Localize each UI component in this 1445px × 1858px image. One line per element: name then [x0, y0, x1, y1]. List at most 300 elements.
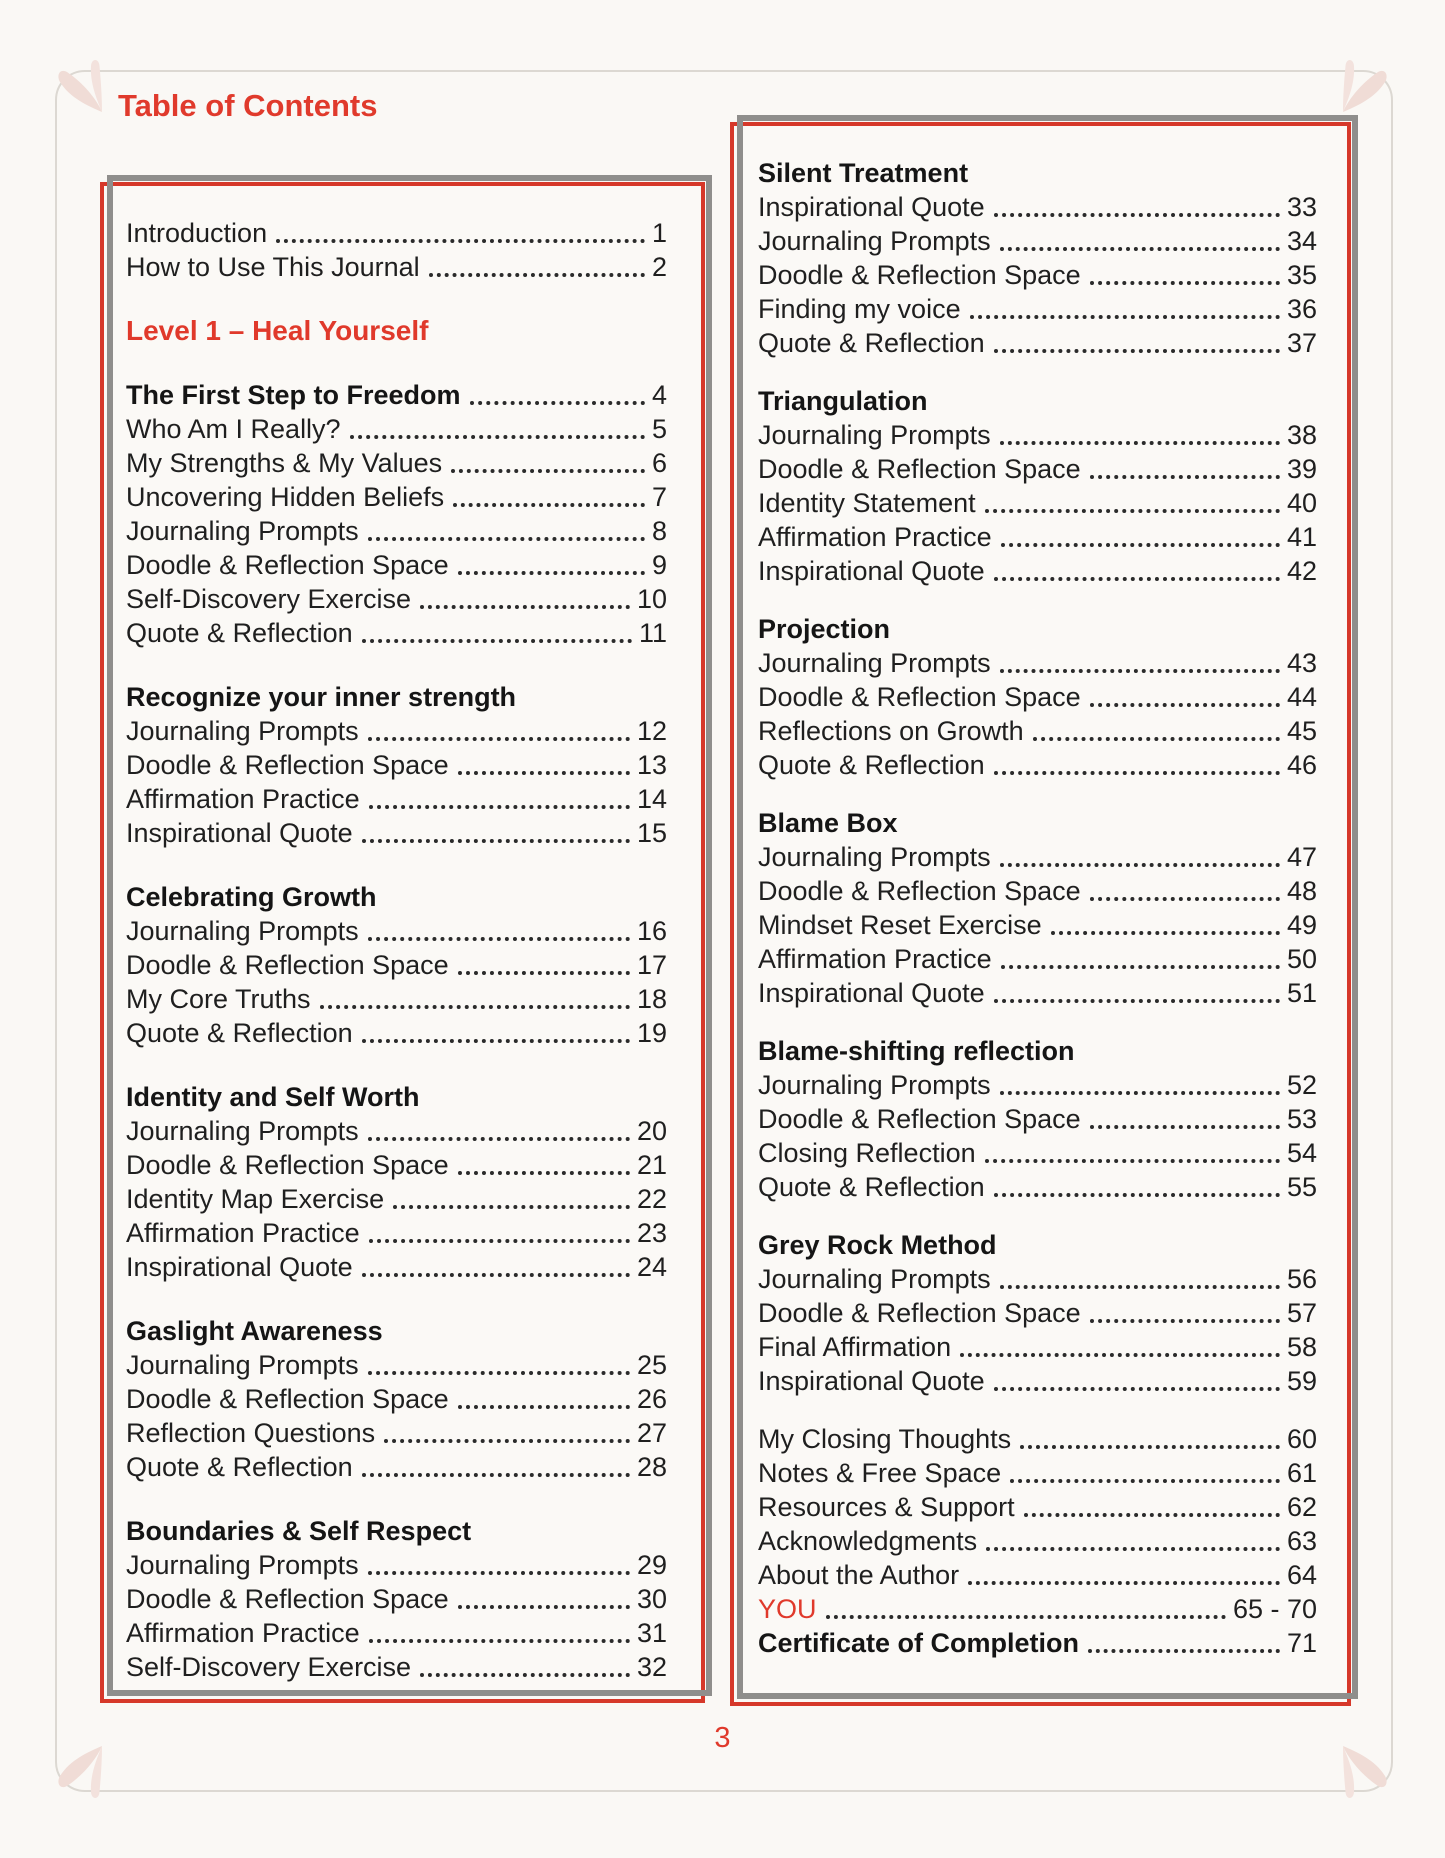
toc-entry-row: [758, 942, 1317, 976]
toc-leader-dots: [970, 315, 1280, 319]
toc-entry-page: 9: [651, 550, 667, 580]
toc-entry-row: [126, 816, 667, 850]
toc-leader-dots: [1000, 441, 1280, 445]
toc-entry-label: Affirmation Practice: [126, 1618, 360, 1648]
toc-entry-page: 15: [636, 818, 667, 848]
toc-entry-row: [126, 1250, 667, 1284]
toc-section-heading-row: [758, 156, 1317, 190]
toc-entry-row: [126, 1182, 667, 1216]
toc-entry-label: Doodle & Reflection Space: [126, 550, 449, 580]
toc-entry-page: 36: [1286, 294, 1317, 324]
toc-entry-row: [126, 548, 667, 582]
toc-block: [758, 806, 1317, 1010]
toc-leader-dots: [968, 1581, 1280, 1585]
toc-entry-row: [758, 1592, 1317, 1626]
toc-entry-label: Journaling Prompts: [126, 516, 359, 546]
toc-entry-row: [758, 1136, 1317, 1170]
corner-flourish-icon: [44, 54, 106, 116]
toc-leader-dots: [1090, 897, 1280, 901]
toc-entry-page: 17: [636, 950, 667, 980]
toc-entry-row: [758, 1364, 1317, 1398]
toc-entry-row: [126, 1650, 667, 1684]
toc-entry-page: 51: [1286, 978, 1317, 1008]
toc-entry-label: YOU: [758, 1594, 817, 1624]
toc-entry-row: [126, 782, 667, 816]
toc-entry-label: Doodle & Reflection Space: [758, 682, 1081, 712]
toc-leader-dots: [368, 537, 645, 541]
toc-entry-page: 30: [636, 1584, 667, 1614]
toc-entry-row: [758, 646, 1317, 680]
toc-entry-label: Identity Statement: [758, 488, 976, 518]
toc-entry-row: [758, 1524, 1317, 1558]
toc-entry-label: Celebrating Growth: [126, 882, 377, 912]
toc-leader-dots: [1088, 1649, 1280, 1653]
toc-left-box: [100, 182, 705, 1703]
toc-block: [126, 216, 667, 284]
toc-entry-page: 55: [1286, 1172, 1317, 1202]
toc-entry-row: [758, 840, 1317, 874]
toc-entry-label: Doodle & Reflection Space: [758, 876, 1081, 906]
toc-entry-label: Inspirational Quote: [758, 192, 985, 222]
toc-entry-label: Doodle & Reflection Space: [126, 1584, 449, 1614]
toc-entry-label: The First Step to Freedom: [126, 380, 461, 410]
toc-entry-label: Inspirational Quote: [126, 818, 353, 848]
toc-leader-dots: [1000, 1285, 1280, 1289]
toc-entry-label: Journaling Prompts: [126, 716, 359, 746]
toc-entry-page: 10: [636, 584, 667, 614]
toc-entry-row: [758, 748, 1317, 782]
toc-entry-page: 39: [1286, 454, 1317, 484]
toc-entry-label: Quote & Reflection: [758, 328, 985, 358]
toc-entry-label: Doodle & Reflection Space: [126, 1384, 449, 1414]
toc-entry-label: Doodle & Reflection Space: [126, 1150, 449, 1180]
toc-entry-label: Journaling Prompts: [126, 1550, 359, 1580]
toc-entry-page: 65 - 70: [1232, 1594, 1317, 1624]
toc-leader-dots: [1033, 737, 1280, 741]
toc-entry-label: Notes & Free Space: [758, 1458, 1002, 1488]
toc-entry-page: 25: [636, 1350, 667, 1380]
toc-entry-page: 47: [1286, 842, 1317, 872]
toc-entry-row: [126, 1148, 667, 1182]
toc-leader-dots: [368, 737, 630, 741]
corner-flourish-icon: [1339, 54, 1401, 116]
toc-leader-dots: [986, 1547, 1280, 1551]
toc-leader-dots: [350, 435, 645, 439]
toc-leader-dots: [1001, 543, 1280, 547]
toc-leader-dots: [1010, 1479, 1280, 1483]
toc-leader-dots: [1001, 965, 1280, 969]
toc-entry-page: 62: [1286, 1492, 1317, 1522]
toc-entry-page: 56: [1286, 1264, 1317, 1294]
toc-leader-dots: [994, 577, 1280, 581]
toc-leader-dots: [451, 469, 645, 473]
toc-entry-label: Certificate of Completion: [758, 1628, 1080, 1658]
toc-leader-dots: [1000, 669, 1280, 673]
toc-entry-page: 42: [1286, 556, 1317, 586]
toc-entry-row: [126, 514, 667, 548]
toc-section-heading-row: [126, 880, 667, 914]
toc-block: [758, 1422, 1317, 1660]
toc-entry-label: Self-Discovery Exercise: [126, 584, 412, 614]
toc-block: [126, 378, 667, 650]
toc-entry-page: 37: [1286, 328, 1317, 358]
toc-entry-label: Quote & Reflection: [758, 750, 985, 780]
toc-entry-page: 59: [1286, 1366, 1317, 1396]
toc-entry-page: 8: [651, 516, 667, 546]
toc-leader-dots: [994, 213, 1280, 217]
toc-leader-dots: [994, 771, 1280, 775]
toc-entry-page: 48: [1286, 876, 1317, 906]
toc-section-heading-row: [758, 384, 1317, 418]
toc-entry-label: Doodle & Reflection Space: [758, 454, 1081, 484]
toc-leader-dots: [1000, 247, 1280, 251]
toc-entry-label: Affirmation Practice: [126, 784, 360, 814]
toc-entry-row: [126, 1450, 667, 1484]
toc-entry-page: 2: [651, 252, 667, 282]
toc-entry-page: 60: [1286, 1424, 1317, 1454]
toc-entry-row: [126, 1216, 667, 1250]
toc-leader-dots: [453, 503, 645, 507]
toc-entry-label: Quote & Reflection: [126, 1018, 353, 1048]
toc-block: [126, 1314, 667, 1484]
toc-entry-row: [126, 446, 667, 480]
toc-entry-row: [758, 554, 1317, 588]
toc-entry-row: [758, 1422, 1317, 1456]
toc-entry-page: 13: [636, 750, 667, 780]
toc-leader-dots: [320, 1005, 630, 1009]
toc-leader-dots: [994, 1193, 1280, 1197]
toc-entry-row: [758, 1626, 1317, 1660]
toc-entry-page: 5: [651, 414, 667, 444]
toc-block: [758, 384, 1317, 588]
toc-entry-label: Affirmation Practice: [758, 944, 992, 974]
toc-entry-label: Blame Box: [758, 808, 898, 838]
toc-entry-label: Introduction: [126, 218, 268, 248]
toc-entry-page: 19: [636, 1018, 667, 1048]
toc-block: [126, 1514, 667, 1684]
toc-entry-page: 18: [636, 984, 667, 1014]
toc-entry-page: 28: [636, 1452, 667, 1482]
toc-entry-page: 20: [636, 1116, 667, 1146]
toc-entry-label: Journaling Prompts: [758, 842, 991, 872]
toc-entry-page: 64: [1286, 1560, 1317, 1590]
toc-entry-row: [126, 480, 667, 514]
toc-entry-label: Journaling Prompts: [758, 420, 991, 450]
toc-entry-row: [758, 258, 1317, 292]
toc-entry-row: [758, 874, 1317, 908]
toc-entry-label: My Strengths & My Values: [126, 448, 443, 478]
toc-entry-label: Mindset Reset Exercise: [758, 910, 1042, 940]
toc-entry-page: 45: [1286, 716, 1317, 746]
toc-entry-row: [758, 680, 1317, 714]
toc-entry-page: 32: [636, 1652, 667, 1682]
toc-entry-label: Quote & Reflection: [126, 1452, 353, 1482]
toc-entry-page: 31: [636, 1618, 667, 1648]
toc-leader-dots: [994, 349, 1280, 353]
toc-entry-label: Journaling Prompts: [126, 1116, 359, 1146]
toc-leader-dots: [458, 1405, 630, 1409]
toc-entry-row: [758, 976, 1317, 1010]
toc-entry-row: [126, 914, 667, 948]
toc-entry-label: Acknowledgments: [758, 1526, 978, 1556]
toc-entry-label: Grey Rock Method: [758, 1230, 997, 1260]
toc-entry-page: 58: [1286, 1332, 1317, 1362]
toc-leader-dots: [362, 1473, 630, 1477]
toc-entry-row: [126, 1114, 667, 1148]
toc-entry-row: [758, 1262, 1317, 1296]
toc-entry-page: 21: [636, 1150, 667, 1180]
toc-entry-label: Reflection Questions: [126, 1418, 376, 1448]
toc-entry-label: Triangulation: [758, 386, 928, 416]
toc-entry-page: 11: [638, 618, 667, 648]
toc-entry-label: Uncovering Hidden Beliefs: [126, 482, 445, 512]
toc-entry-row: [758, 1102, 1317, 1136]
toc-entry-row: [758, 1068, 1317, 1102]
toc-leader-dots: [369, 1639, 630, 1643]
toc-leader-dots: [1051, 931, 1280, 935]
toc-entry-label: Inspirational Quote: [758, 1366, 985, 1396]
toc-leader-dots: [458, 771, 630, 775]
toc-entry-row: [126, 412, 667, 446]
toc-leader-dots: [420, 605, 630, 609]
toc-entry-page: 24: [636, 1252, 667, 1282]
toc-block: [126, 1080, 667, 1284]
toc-entry-label: Who Am I Really?: [126, 414, 341, 444]
toc-entry-label: Doodle & Reflection Space: [758, 1298, 1081, 1328]
toc-leader-dots: [362, 1273, 630, 1277]
toc-entry-row: [758, 520, 1317, 554]
toc-entry-label: About the Author: [758, 1560, 960, 1590]
toc-leader-dots: [369, 805, 630, 809]
toc-entry-page: 61: [1286, 1458, 1317, 1488]
toc-leader-dots: [393, 1205, 630, 1209]
toc-entry-row: [758, 714, 1317, 748]
toc-entry-page: 63: [1286, 1526, 1317, 1556]
toc-entry-label: Quote & Reflection: [126, 618, 353, 648]
toc-leader-dots: [458, 571, 645, 575]
toc-entry-label: Journaling Prompts: [758, 1264, 991, 1294]
toc-entry-row: [758, 418, 1317, 452]
toc-entry-label: How to Use This Journal: [126, 252, 420, 282]
toc-entry-row: [126, 616, 667, 650]
toc-entry-label: Self-Discovery Exercise: [126, 1652, 412, 1682]
toc-leader-dots: [1090, 475, 1280, 479]
toc-entry-page: 1: [651, 218, 667, 248]
toc-entry-label: Finding my voice: [758, 294, 961, 324]
toc-leader-dots: [420, 1673, 630, 1677]
toc-entry-label: Journaling Prompts: [126, 916, 359, 946]
toc-entry-page: 49: [1286, 910, 1317, 940]
toc-block: [758, 156, 1317, 360]
toc-leader-dots: [362, 1039, 630, 1043]
toc-leader-dots: [994, 1387, 1280, 1391]
toc-entry-row: [126, 1616, 667, 1650]
toc-leader-dots: [1090, 1319, 1280, 1323]
toc-entry-row: [126, 216, 667, 250]
toc-entry-label: Inspirational Quote: [126, 1252, 353, 1282]
toc-leader-dots: [384, 1439, 630, 1443]
toc-section-heading-row: [126, 1080, 667, 1114]
toc-entry-page: 40: [1286, 488, 1317, 518]
toc-block: [126, 680, 667, 850]
toc-entry-row: [758, 1558, 1317, 1592]
toc-entry-page: 27: [636, 1418, 667, 1448]
toc-entry-page: 4: [651, 380, 667, 410]
toc-block: [758, 1228, 1317, 1398]
toc-entry-row: [126, 1382, 667, 1416]
toc-entry-page: 7: [651, 482, 667, 512]
toc-entry-label: Journaling Prompts: [126, 1350, 359, 1380]
toc-entry-page: 50: [1286, 944, 1317, 974]
toc-leader-dots: [368, 1571, 630, 1575]
toc-entry-label: My Closing Thoughts: [758, 1424, 1012, 1454]
toc-leader-dots: [470, 401, 645, 405]
toc-entry-label: Inspirational Quote: [758, 556, 985, 586]
toc-entry-row: [758, 486, 1317, 520]
toc-entry-page: 22: [636, 1184, 667, 1214]
toc-section-heading-row: [758, 1228, 1317, 1262]
toc-section-heading-row: [126, 378, 667, 412]
toc-section-heading-row: [758, 612, 1317, 646]
toc-leader-dots: [1020, 1445, 1280, 1449]
toc-entry-page: 16: [636, 916, 667, 946]
toc-entry-row: [126, 714, 667, 748]
toc-entry-label: Reflections on Growth: [758, 716, 1024, 746]
toc-entry-label: Projection: [758, 614, 891, 644]
toc-leader-dots: [458, 971, 630, 975]
toc-entry-row: [758, 1330, 1317, 1364]
toc-section-heading-row: [126, 1514, 667, 1548]
toc-leader-dots: [1090, 1125, 1280, 1129]
toc-entry-page: 53: [1286, 1104, 1317, 1134]
toc-entry-row: [758, 908, 1317, 942]
toc-entry-page: 34: [1286, 226, 1317, 256]
toc-entry-label: Doodle & Reflection Space: [126, 750, 449, 780]
toc-block: [758, 612, 1317, 782]
toc-entry-page: 38: [1286, 420, 1317, 450]
toc-right-box: [730, 122, 1351, 1706]
toc-entry-page: 12: [636, 716, 667, 746]
toc-leader-dots: [368, 1137, 630, 1141]
toc-entry-row: [126, 1016, 667, 1050]
toc-entry-row: [126, 250, 667, 284]
toc-section-heading-row: [126, 680, 667, 714]
toc-leader-dots: [1090, 281, 1280, 285]
toc-entry-row: [126, 948, 667, 982]
toc-entry-label: Boundaries & Self Respect: [126, 1516, 472, 1546]
toc-leader-dots: [458, 1605, 630, 1609]
toc-entry-page: 29: [636, 1550, 667, 1580]
toc-entry-row: [126, 748, 667, 782]
toc-entry-label: Resources & Support: [758, 1492, 1015, 1522]
toc-leader-dots: [368, 937, 630, 941]
page-number: 3: [714, 1722, 731, 1754]
toc-entry-page: 71: [1286, 1628, 1317, 1658]
toc-entry-page: 54: [1286, 1138, 1317, 1168]
toc-entry-page: 52: [1286, 1070, 1317, 1100]
toc-entry-label: Journaling Prompts: [758, 226, 991, 256]
toc-leader-dots: [276, 239, 645, 243]
toc-entry-label: My Core Truths: [126, 984, 311, 1014]
toc-entry-page: 41: [1286, 522, 1317, 552]
toc-leader-dots: [368, 1371, 630, 1375]
toc-entry-page: 33: [1286, 192, 1317, 222]
toc-entry-row: [758, 1490, 1317, 1524]
level-heading: Level 1 – Heal Yourself: [126, 315, 429, 346]
toc-entry-page: 35: [1286, 260, 1317, 290]
toc-entry-row: [758, 452, 1317, 486]
toc-entry-page: 43: [1286, 648, 1317, 678]
toc-entry-label: Closing Reflection: [758, 1138, 976, 1168]
toc-entry-page: 14: [636, 784, 667, 814]
toc-leader-dots: [985, 1159, 1280, 1163]
toc-entry-label: Quote & Reflection: [758, 1172, 985, 1202]
toc-leader-dots: [458, 1171, 630, 1175]
toc-block: [126, 880, 667, 1050]
toc-leader-dots: [429, 273, 645, 277]
toc-entry-label: Journaling Prompts: [758, 1070, 991, 1100]
toc-leader-dots: [362, 839, 630, 843]
toc-entry-page: 46: [1286, 750, 1317, 780]
toc-entry-row: [126, 982, 667, 1016]
toc-entry-page: 6: [651, 448, 667, 478]
toc-section-heading-row: [758, 806, 1317, 840]
toc-entry-row: [758, 190, 1317, 224]
toc-entry-row: [126, 1416, 667, 1450]
toc-entry-label: Affirmation Practice: [126, 1218, 360, 1248]
toc-entry-row: [126, 582, 667, 616]
toc-leader-dots: [1000, 1091, 1280, 1095]
toc-entry-label: Doodle & Reflection Space: [758, 260, 1081, 290]
toc-leader-dots: [362, 639, 632, 643]
toc-section-heading-row: [758, 1034, 1317, 1068]
toc-entry-label: Recognize your inner strength: [126, 682, 517, 712]
toc-entry-page: 23: [636, 1218, 667, 1248]
toc-block: [126, 314, 667, 348]
toc-entry-row: [758, 1456, 1317, 1490]
toc-section-heading-row: [126, 1314, 667, 1348]
toc-entry-row: [758, 224, 1317, 258]
toc-entry-label: Identity Map Exercise: [126, 1184, 385, 1214]
toc-leader-dots: [369, 1239, 630, 1243]
toc-entry-label: Inspirational Quote: [758, 978, 985, 1008]
toc-leader-dots: [1090, 703, 1280, 707]
toc-entry-row: [758, 1170, 1317, 1204]
toc-entry-row: [758, 292, 1317, 326]
toc-entry-label: Journaling Prompts: [758, 648, 991, 678]
toc-leader-dots: [1024, 1513, 1280, 1517]
toc-entry-label: Gaslight Awareness: [126, 1316, 383, 1346]
toc-entry-label: Silent Treatment: [758, 158, 969, 188]
toc-entry-row: [758, 326, 1317, 360]
toc-leader-dots: [1000, 863, 1280, 867]
toc-entry-label: Identity and Self Worth: [126, 1082, 420, 1112]
toc-leader-dots: [985, 509, 1280, 513]
toc-block: [758, 1034, 1317, 1204]
toc-entry-label: Blame-shifting reflection: [758, 1036, 1075, 1066]
toc-entry-row: [126, 1582, 667, 1616]
toc-entry-label: Doodle & Reflection Space: [758, 1104, 1081, 1134]
toc-entry-label: Final Affirmation: [758, 1332, 952, 1362]
toc-entry-page: 26: [636, 1384, 667, 1414]
toc-entry-row: [758, 1296, 1317, 1330]
toc-leader-dots: [826, 1615, 1226, 1619]
toc-leader-dots: [994, 999, 1280, 1003]
toc-entry-label: Affirmation Practice: [758, 522, 992, 552]
toc-entry-row: [126, 1348, 667, 1382]
toc-entry-label: Doodle & Reflection Space: [126, 950, 449, 980]
toc-entry-page: 57: [1286, 1298, 1317, 1328]
